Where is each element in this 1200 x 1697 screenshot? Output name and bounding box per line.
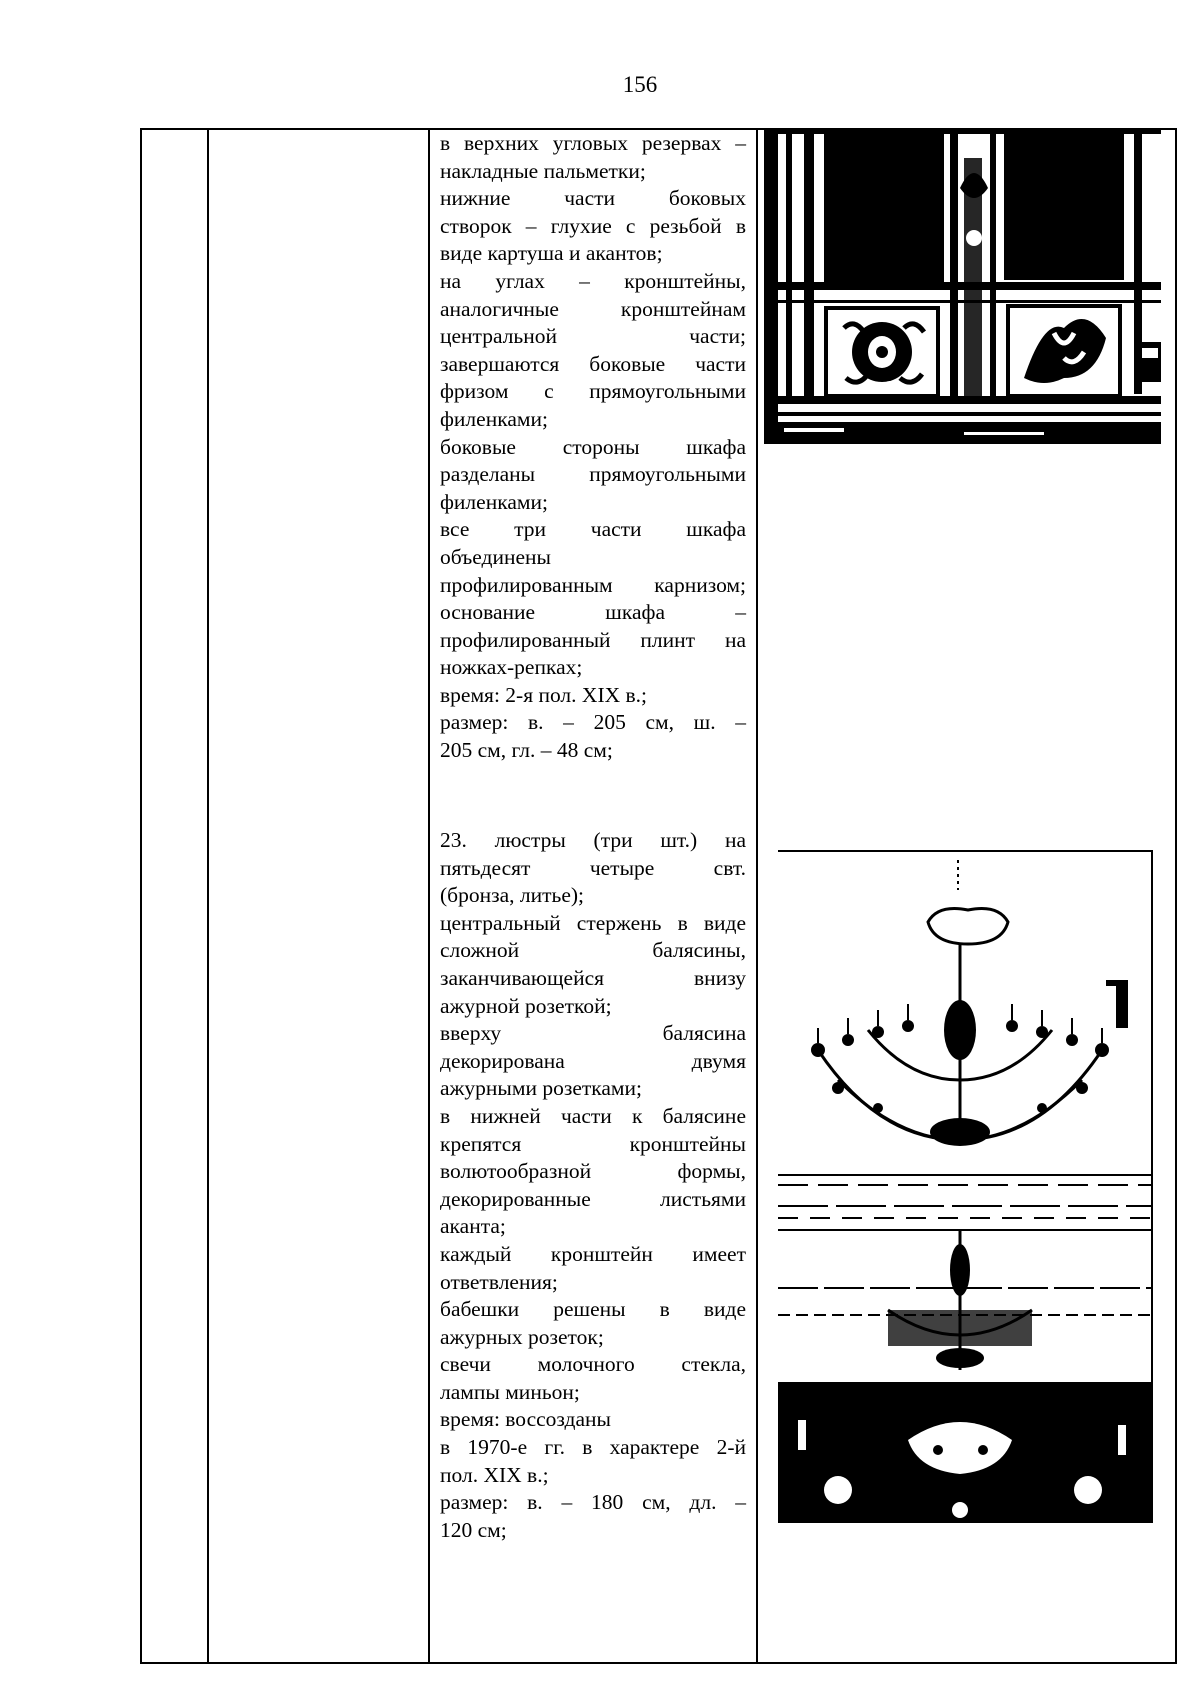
description-line: в нижней части к балясине — [440, 1103, 746, 1128]
description-line: время: воссозданы — [440, 1407, 611, 1432]
description-line: сложной балясины, — [440, 938, 746, 963]
description-line: крепятся кронштейны — [440, 1131, 746, 1156]
cabinet-description — [440, 130, 746, 765]
description-line: вверху балясина — [440, 1021, 746, 1046]
description-line: ответвления; — [440, 1269, 558, 1294]
description-line: 205 см, гл. – 48 см; — [440, 738, 613, 763]
description-line: створок – глухие с резьбой в — [440, 213, 746, 238]
cabinet-photo — [764, 128, 1161, 451]
description-line: ножках-репках; — [440, 655, 583, 680]
chandelier-description — [440, 827, 746, 1544]
description-line: каждый кронштейн имеет — [440, 1241, 746, 1266]
description-line: ажурных розеток; — [440, 1324, 604, 1349]
description-line: аналогичные кронштейнам — [440, 296, 746, 321]
description-line: ажурной розеткой; — [440, 993, 612, 1018]
description-line: 120 см; — [440, 1517, 507, 1542]
description-line: размер: в. – 205 см, ш. – — [440, 710, 746, 735]
description-line: волютообразной формы, — [440, 1159, 746, 1184]
description-line: объединены — [440, 544, 551, 569]
description-line: на углах – кронштейны, — [440, 268, 746, 293]
column-divider — [207, 130, 209, 1662]
description-line: время: 2-я пол. XIX в.; — [440, 682, 648, 707]
chandelier-photo — [778, 850, 1153, 1523]
description-line: декорированные листьями — [440, 1186, 746, 1211]
description-line: 23. люстры (три шт.) на — [440, 828, 746, 852]
description-line: филенками; — [440, 406, 548, 431]
description-line: в 1970-е гг. в характере 2-й — [440, 1435, 746, 1460]
column-divider — [756, 130, 758, 1662]
description-line: размер: в. – 180 см, дл. – — [440, 1490, 746, 1515]
description-line: завершаются боковые части — [440, 351, 746, 376]
description-line: филенками; — [440, 489, 548, 514]
page-number: 156 — [622, 72, 658, 97]
description-line: в верхних угловых резервах – — [440, 131, 746, 155]
description-line: декорирована двумя — [440, 1048, 746, 1073]
description-line: профилированный плинт на — [440, 627, 746, 652]
description-line: основание шкафа – — [440, 600, 746, 625]
column-divider — [428, 130, 430, 1662]
description-line: виде картуша и акантов; — [440, 241, 663, 266]
description-line: накладные пальметки; — [440, 158, 646, 183]
description-line: пятьдесят четыре свт. — [440, 855, 746, 880]
description-line: пол. XIX в.; — [440, 1462, 549, 1487]
description-line: все три части шкафа — [440, 517, 746, 542]
description-line: профилированным карнизом; — [440, 572, 746, 597]
description-line: лампы миньон; — [440, 1379, 580, 1404]
description-line: нижние части боковых — [440, 186, 746, 211]
description-line: свечи молочного стекла, — [440, 1352, 746, 1377]
description-line: разделаны прямоугольными — [440, 462, 746, 487]
description-line: центральной части; — [440, 324, 746, 349]
description-line: аканта; — [440, 1214, 506, 1239]
description-line: центральный стержень в виде — [440, 910, 746, 935]
description-line: (бронза, литье); — [440, 883, 585, 908]
description-line: заканчивающейся внизу — [440, 965, 746, 990]
description-line: ажурными розетками; — [440, 1076, 643, 1101]
description-line: бабешки решены в виде — [440, 1297, 746, 1322]
description-line: фризом с прямоугольными — [440, 379, 746, 404]
description-line: боковые стороны шкафа — [440, 434, 746, 459]
